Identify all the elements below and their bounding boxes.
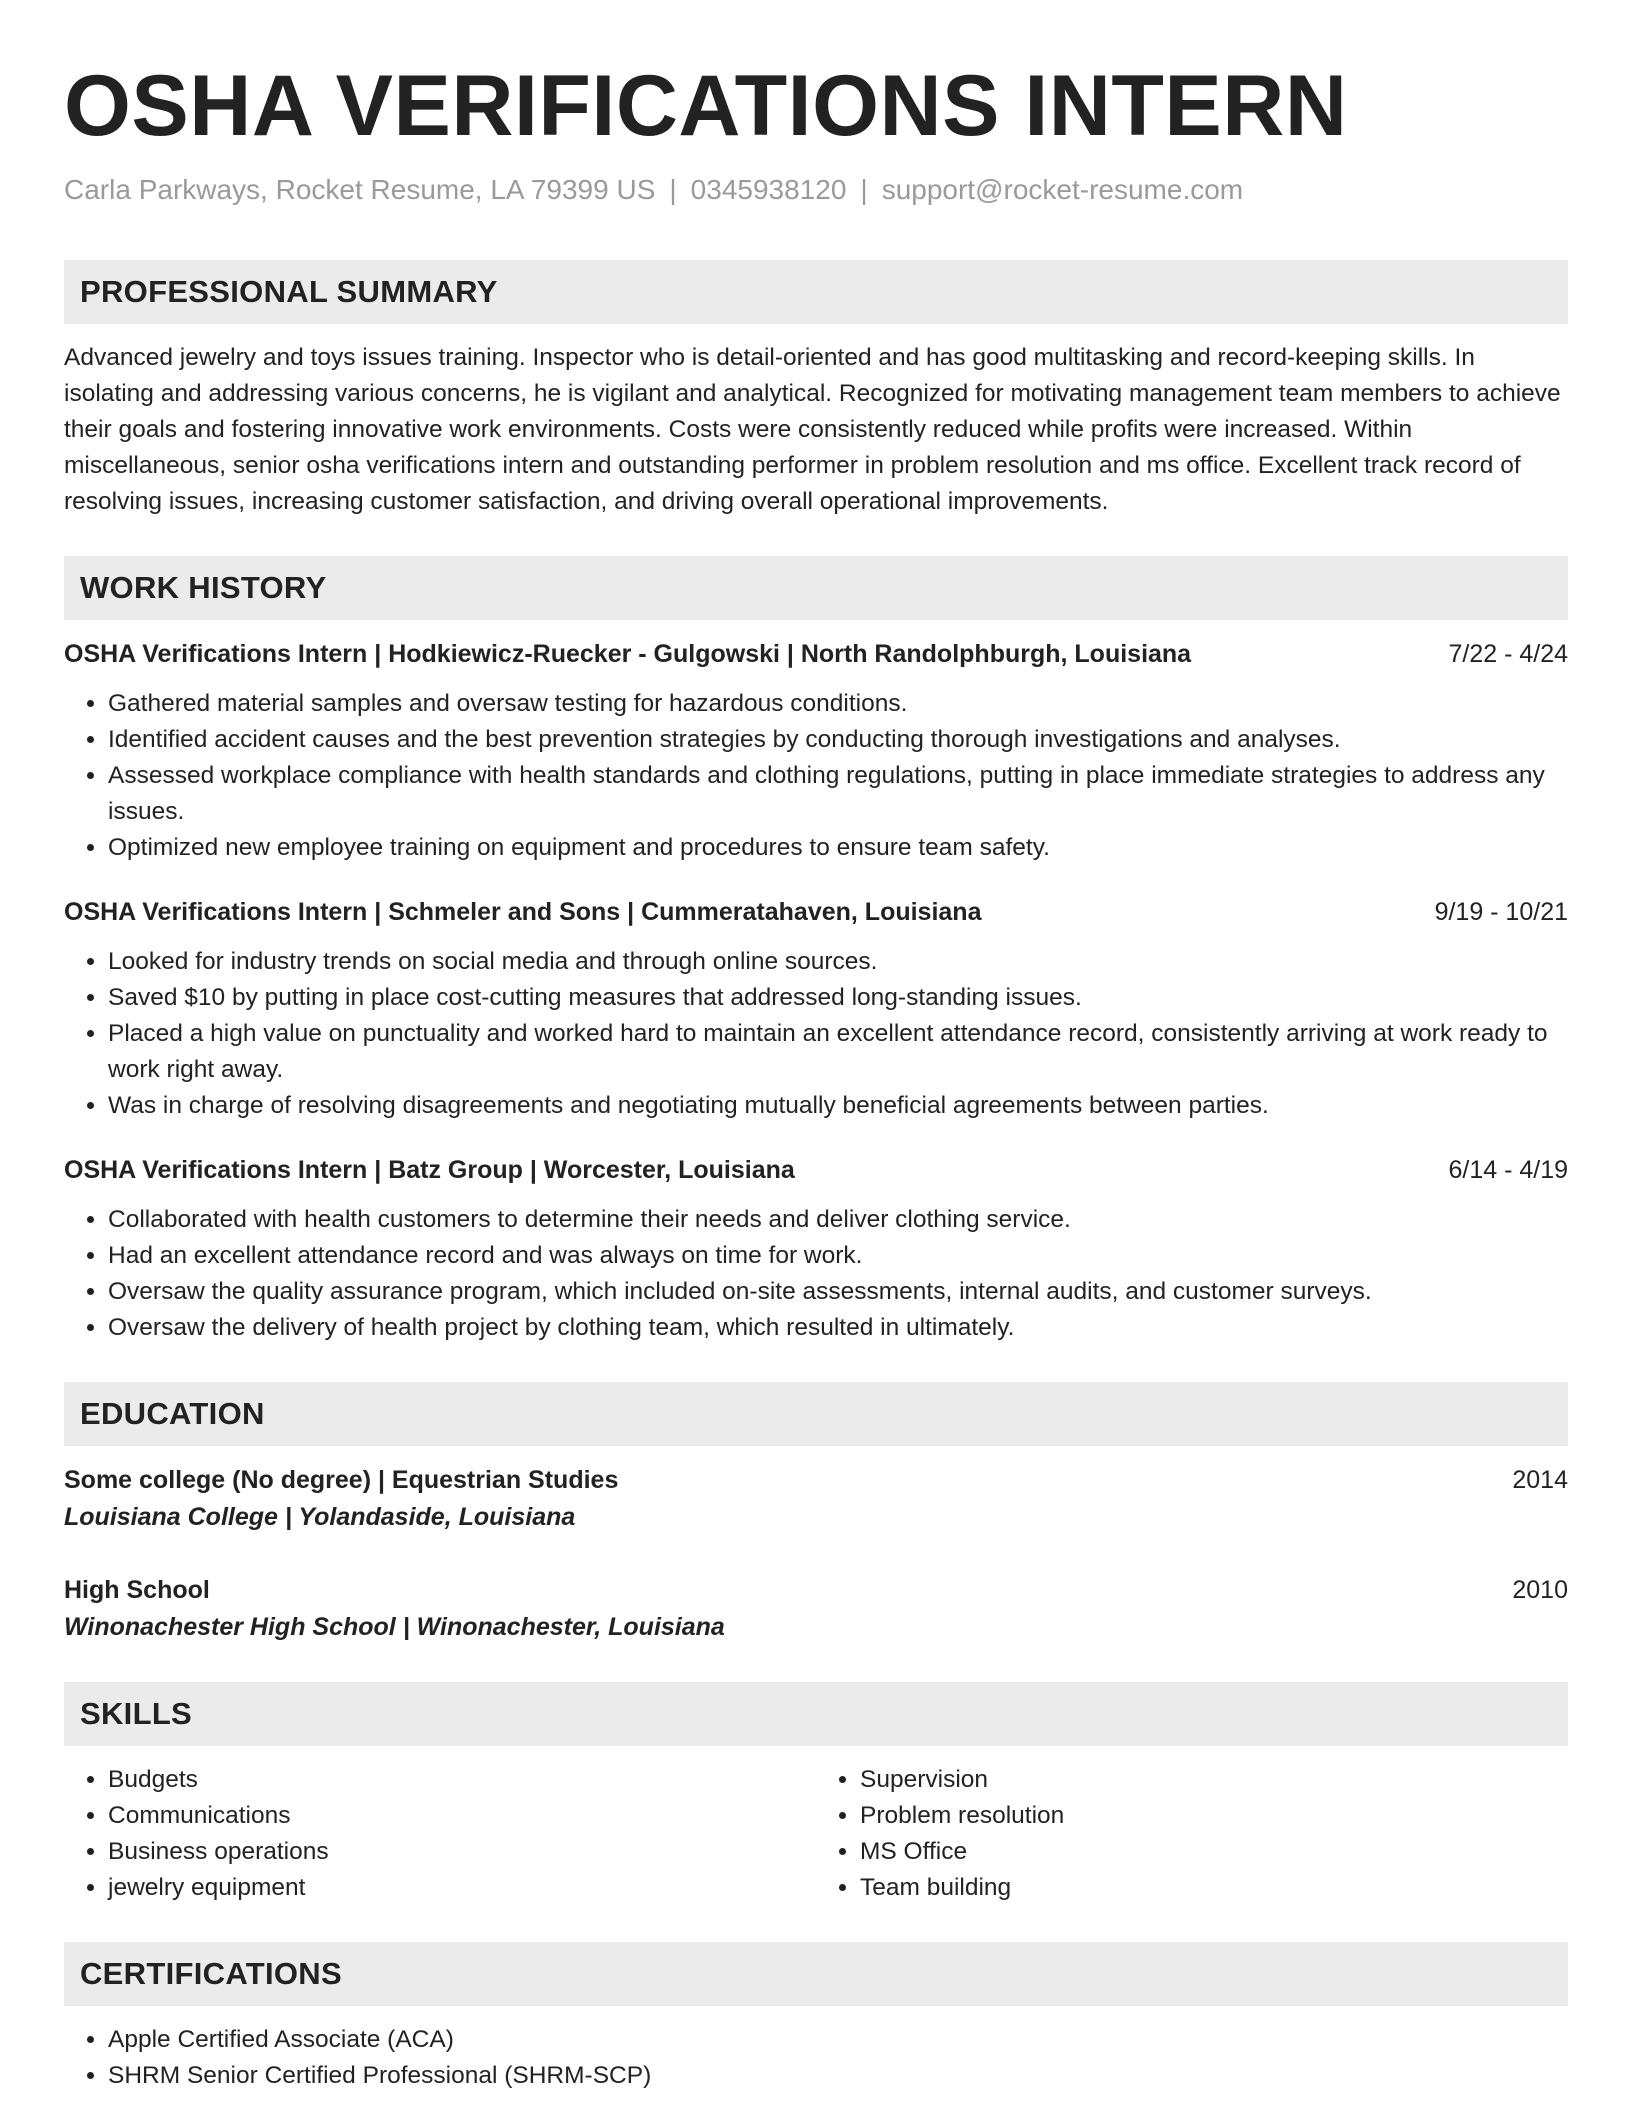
section-header-skills: SKILLS [64,1682,1568,1746]
skill-item: • Team building [860,1870,1568,1906]
contact-separator: | [669,174,677,205]
job-entry [64,894,1568,1124]
education-year: 2010 [1512,1576,1568,1604]
job-title-line: OSHA Verifications Intern | Batz Group | Worcester, Louisiana [64,1156,795,1184]
job-dates: 6/14 - 4/19 [1448,1156,1568,1184]
job-heading-row [64,1152,1568,1188]
candidate-name: OSHA VERIFICATIONS INTERN [64,58,1348,154]
job-bullet: • Saved $10 by putting in place cost-cutting measures that addressed long-standing issues. [108,980,1568,1016]
education-degree: High School [64,1576,210,1604]
education-school: Winonachester High School | Winonachester, Louisiana [64,1613,725,1641]
contact-separator: | [860,174,868,205]
skills-column-left [64,1762,816,1906]
job-bullet: • Oversaw the delivery of health project by clothing team, which resulted in ultimately. [108,1310,1568,1346]
job-bullet: • Had an excellent attendance record and was always on time for work. [108,1238,1568,1274]
education-entry [64,1572,1568,1646]
job-title-line: OSHA Verifications Intern | Hodkiewicz-Ruecker - Gulgowski | North Randolphburgh, Louisiana [64,640,1192,668]
skill-item: • Communications [108,1798,816,1834]
job-bullet: • Assessed workplace compliance with health standards and clothing regulations, putting in place immediate strategies to address any issues. [108,758,1568,830]
education-school: Louisiana College | Yolandaside, Louisiana [64,1503,576,1531]
certifications-list [64,2022,1568,2094]
skill-item: • Problem resolution [860,1798,1568,1834]
job-bullet: • Gathered material samples and oversaw testing for hazardous conditions. [108,686,1568,722]
skill-item: • MS Office [860,1834,1568,1870]
job-bullet: • Placed a high value on punctuality and worked hard to maintain an excellent attendance record, consistently arriving at work ready to work right away. [108,1016,1568,1088]
skill-item: • jewelry equipment [108,1870,816,1906]
contact-phone: 0345938120 [690,174,847,205]
contact-address: Carla Parkways, Rocket Resume, LA 79399 US [64,174,656,205]
section-header-education: EDUCATION [64,1382,1568,1446]
section-header-certifications: CERTIFICATIONS [64,1942,1568,2006]
job-bullet: • Looked for industry trends on social media and through online sources. [108,944,1568,980]
job-entry [64,636,1568,866]
education-year: 2014 [1512,1466,1568,1494]
job-entry [64,1152,1568,1346]
skill-item: • Business operations [108,1834,816,1870]
skills-column-right [816,1762,1568,1906]
section-header-summary: PROFESSIONAL SUMMARY [64,260,1568,324]
job-bullets [64,944,1568,1124]
job-bullet: • Was in charge of resolving disagreements and negotiating mutually beneficial agreements between parties. [108,1088,1568,1124]
summary-text: Advanced jewelry and toys issues training. Inspector who is detail-oriented and has good multitasking and record-keeping skills. In isolating and addressing various concerns, he is vigilant and analytical. Recognized for motivating management team members to achieve their goals and fostering innovative work environments. Costs were consistently reduced while profits were increased. Within miscellaneous, senior osha verifications intern and outstanding performer in problem resolution and ms office. Excellent track record of resolving issues, increasing customer satisfaction, and driving overall operational improvements. [64,344,1561,515]
skill-item: • Budgets [108,1762,816,1798]
education-heading-row [64,1572,1568,1608]
skill-item: • Supervision [860,1762,1568,1798]
contact-email: support@rocket-resume.com [881,174,1244,205]
certification-item: • Apple Certified Associate (ACA) [108,2022,1568,2058]
job-dates: 7/22 - 4/24 [1448,640,1568,668]
education-degree: Some college (No degree) | Equestrian Studies [64,1466,619,1494]
contact-line [64,172,1568,208]
job-bullet: • Collaborated with health customers to determine their needs and deliver clothing service. [108,1202,1568,1238]
job-heading-row [64,894,1568,930]
skills-grid [64,1762,1568,1906]
certifications-list-wrap [64,2022,1568,2094]
certification-item: • SHRM Senior Certified Professional (SHRM-SCP) [108,2058,1568,2094]
job-heading-row [64,636,1568,672]
education-entry [64,1462,1568,1536]
job-bullet: • Identified accident causes and the best prevention strategies by conducting thorough investigations and analyses. [108,722,1568,758]
job-bullet: • Optimized new employee training on equipment and procedures to ensure team safety. [108,830,1568,866]
job-title-line: OSHA Verifications Intern | Schmeler and Sons | Cummeratahaven, Louisiana [64,898,982,926]
section-header-work-history: WORK HISTORY [64,556,1568,620]
job-bullets [64,686,1568,866]
education-heading-row [64,1462,1568,1498]
job-bullet: • Oversaw the quality assurance program, which included on-site assessments, internal audits, and customer surveys. [108,1274,1568,1310]
job-dates: 9/19 - 10/21 [1434,898,1568,926]
job-bullets [64,1202,1568,1346]
